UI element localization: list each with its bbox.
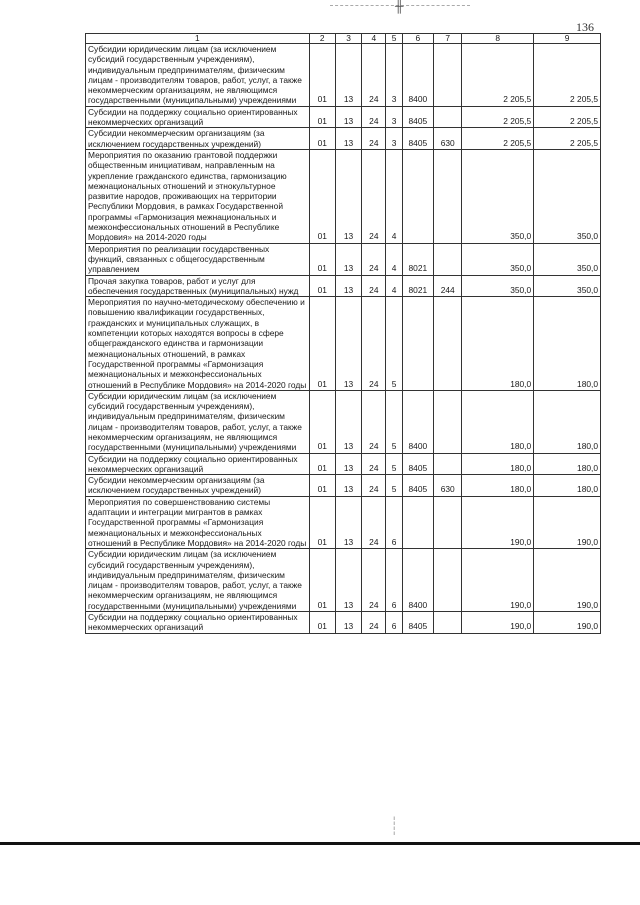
- expense-type-code: [434, 44, 462, 107]
- subsection-code: 13: [335, 149, 361, 243]
- section-code: 01: [309, 390, 335, 453]
- program-code: 24: [362, 44, 386, 107]
- table-row: [86, 453, 601, 475]
- table-row: [86, 106, 601, 128]
- amount-col8: 190,0: [462, 549, 534, 612]
- amount-col9: 2 205,5: [534, 106, 601, 128]
- program-code: 24: [362, 275, 386, 297]
- section-code: 01: [309, 106, 335, 128]
- table-row: [86, 390, 601, 453]
- column-header: 6: [402, 34, 433, 44]
- target-item-code: 8405: [402, 128, 433, 150]
- section-code: 01: [309, 297, 335, 391]
- subprogram-code: 5: [386, 453, 402, 475]
- amount-col9: 350,0: [534, 149, 601, 243]
- target-item-code: [402, 149, 433, 243]
- expense-type-code: 630: [434, 128, 462, 150]
- row-description: Субсидии юридическим лицам (за исключением субсидий государственным учреждениям), индивидуальным предпринимателям, физическим лицам - производителям товаров, работ, услуг, а также некоммерческим организациям, не являющимся государственными (муниципальными) учреждениями: [86, 549, 310, 612]
- section-code: 01: [309, 453, 335, 475]
- column-header: 3: [335, 34, 361, 44]
- table-row: [86, 549, 601, 612]
- table-row: [86, 612, 601, 634]
- section-code: 01: [309, 275, 335, 297]
- expense-type-code: [434, 612, 462, 634]
- program-code: 24: [362, 549, 386, 612]
- bottom-rule: [0, 842, 640, 845]
- budget-table: [85, 33, 601, 634]
- program-code: 24: [362, 106, 386, 128]
- program-code: 24: [362, 297, 386, 391]
- subprogram-code: 4: [386, 275, 402, 297]
- subprogram-code: 3: [386, 128, 402, 150]
- row-description: Прочая закупка товаров, работ и услуг для обеспечения государственных (муниципальных) нужд: [86, 275, 310, 297]
- program-code: 24: [362, 128, 386, 150]
- amount-col8: 350,0: [462, 243, 534, 275]
- row-description: Субсидии некоммерческим организациям (за исключением государственных учреждений): [86, 128, 310, 150]
- subprogram-code: 6: [386, 496, 402, 548]
- program-code: 24: [362, 475, 386, 497]
- expense-type-code: 244: [434, 275, 462, 297]
- subsection-code: 13: [335, 549, 361, 612]
- target-item-code: 8400: [402, 549, 433, 612]
- amount-col9: 190,0: [534, 496, 601, 548]
- expense-type-code: 630: [434, 475, 462, 497]
- column-header: 9: [534, 34, 601, 44]
- subsection-code: 13: [335, 243, 361, 275]
- amount-col8: 180,0: [462, 475, 534, 497]
- subprogram-code: 3: [386, 44, 402, 107]
- expense-type-code: [434, 549, 462, 612]
- section-code: 01: [309, 128, 335, 150]
- amount-col8: 2 205,5: [462, 128, 534, 150]
- subprogram-code: 3: [386, 106, 402, 128]
- amount-col9: 190,0: [534, 549, 601, 612]
- subsection-code: 13: [335, 297, 361, 391]
- subsection-code: 13: [335, 475, 361, 497]
- expense-type-code: [434, 453, 462, 475]
- section-code: 01: [309, 549, 335, 612]
- amount-col9: 180,0: [534, 297, 601, 391]
- row-description: Мероприятия по оказанию грантовой поддержки общественным инициативам, направленным на укрепление гражданского единства, гармонизацию межнациональных отношений и этнокультурное развитие народов, проживающих на территории Республики Мордовия, в рамках Государственной программы «Гармонизация межнациональных и межконфессиональных отношений в Республике Мордовия» на 2014-2020 годы: [86, 149, 310, 243]
- binding-mark: ╫: [395, 0, 404, 13]
- subprogram-code: 5: [386, 475, 402, 497]
- table-row: [86, 149, 601, 243]
- column-header: 5: [386, 34, 402, 44]
- amount-col8: 180,0: [462, 297, 534, 391]
- scan-mark: ¦: [393, 825, 396, 835]
- amount-col9: 2 205,5: [534, 128, 601, 150]
- program-code: 24: [362, 243, 386, 275]
- amount-col9: 350,0: [534, 243, 601, 275]
- target-item-code: 8021: [402, 275, 433, 297]
- target-item-code: 8405: [402, 453, 433, 475]
- section-code: 01: [309, 612, 335, 634]
- amount-col8: 2 205,5: [462, 44, 534, 107]
- subsection-code: 13: [335, 390, 361, 453]
- column-header: 2: [309, 34, 335, 44]
- amount-col9: 180,0: [534, 453, 601, 475]
- program-code: 24: [362, 149, 386, 243]
- amount-col9: 190,0: [534, 612, 601, 634]
- subsection-code: 13: [335, 128, 361, 150]
- subprogram-code: 4: [386, 149, 402, 243]
- amount-col8: 2 205,5: [462, 106, 534, 128]
- budget-table-body: [86, 44, 601, 634]
- row-description: Мероприятия по совершенствованию системы адаптации и интеграции мигрантов в рамках Государственной программы «Гармонизация межнациональных и межконфессиональных отношений в Республике Мордовия» на 2014-2020 годы: [86, 496, 310, 548]
- program-code: 24: [362, 390, 386, 453]
- section-code: 01: [309, 149, 335, 243]
- amount-col8: 350,0: [462, 149, 534, 243]
- row-description: Субсидии некоммерческим организациям (за исключением государственных учреждений): [86, 475, 310, 497]
- expense-type-code: [434, 106, 462, 128]
- target-item-code: [402, 297, 433, 391]
- table-row: [86, 275, 601, 297]
- section-code: 01: [309, 243, 335, 275]
- subprogram-code: 5: [386, 297, 402, 391]
- subsection-code: 13: [335, 44, 361, 107]
- amount-col9: 180,0: [534, 390, 601, 453]
- column-header: 1: [86, 34, 310, 44]
- section-code: 01: [309, 44, 335, 107]
- row-description: Субсидии юридическим лицам (за исключением субсидий государственным учреждениям), индивидуальным предпринимателям, физическим лицам - производителям товаров, работ, услуг, а также некоммерческим организациям, не являющимся государственными (муниципальными) учреждениями: [86, 390, 310, 453]
- expense-type-code: [434, 496, 462, 548]
- row-description: Мероприятия по реализации государственных функций, связанных с общегосударственным управлением: [86, 243, 310, 275]
- column-header: 8: [462, 34, 534, 44]
- table-row: [86, 44, 601, 107]
- table-row: [86, 243, 601, 275]
- row-description: Субсидии юридическим лицам (за исключением субсидий государственным учреждениям), индивидуальным предпринимателям, физическим лицам - производителям товаров, работ, услуг, а также некоммерческим организациям, не являющимся государственными (муниципальными) учреждениями: [86, 44, 310, 107]
- column-number-header-row: [86, 34, 601, 44]
- amount-col8: 350,0: [462, 275, 534, 297]
- table-row: [86, 128, 601, 150]
- target-item-code: [402, 496, 433, 548]
- target-item-code: 8405: [402, 612, 433, 634]
- expense-type-code: [434, 297, 462, 391]
- column-header: 4: [362, 34, 386, 44]
- subprogram-code: 6: [386, 549, 402, 612]
- subsection-code: 13: [335, 453, 361, 475]
- subsection-code: 13: [335, 106, 361, 128]
- subprogram-code: 5: [386, 390, 402, 453]
- expense-type-code: [434, 243, 462, 275]
- table-row: [86, 475, 601, 497]
- row-description: Мероприятия по научно-методическому обеспечению и повышению квалификации государственных, гражданских и муниципальных служащих, в компетенции которых находятся вопросы в сфере общегражданского единства и гармонизации межнациональных отношений, в рамках Государственной программы «Гармонизация межнациональных и межконфессиональных отношений в Республике Мордовия» на 2014-2020 годы: [86, 297, 310, 391]
- expense-type-code: [434, 149, 462, 243]
- target-item-code: 8405: [402, 106, 433, 128]
- program-code: 24: [362, 496, 386, 548]
- program-code: 24: [362, 453, 386, 475]
- section-code: 01: [309, 496, 335, 548]
- amount-col8: 180,0: [462, 390, 534, 453]
- amount-col8: 190,0: [462, 496, 534, 548]
- row-description: Субсидии на поддержку социально ориентированных некоммерческих организаций: [86, 612, 310, 634]
- amount-col8: 180,0: [462, 453, 534, 475]
- expense-type-code: [434, 390, 462, 453]
- scan-mark: ¦: [393, 815, 396, 825]
- subprogram-code: 4: [386, 243, 402, 275]
- subsection-code: 13: [335, 275, 361, 297]
- target-item-code: 8021: [402, 243, 433, 275]
- subprogram-code: 6: [386, 612, 402, 634]
- row-description: Субсидии на поддержку социально ориентированных некоммерческих организаций: [86, 453, 310, 475]
- program-code: 24: [362, 612, 386, 634]
- table-row: [86, 297, 601, 391]
- table-row: [86, 496, 601, 548]
- target-item-code: 8405: [402, 475, 433, 497]
- page-number: 136: [576, 20, 594, 34]
- amount-col9: 180,0: [534, 475, 601, 497]
- amount-col9: 350,0: [534, 275, 601, 297]
- subsection-code: 13: [335, 496, 361, 548]
- column-header: 7: [434, 34, 462, 44]
- section-code: 01: [309, 475, 335, 497]
- amount-col9: 2 205,5: [534, 44, 601, 107]
- amount-col8: 190,0: [462, 612, 534, 634]
- target-item-code: 8400: [402, 390, 433, 453]
- target-item-code: 8400: [402, 44, 433, 107]
- subsection-code: 13: [335, 612, 361, 634]
- row-description: Субсидии на поддержку социально ориентированных некоммерческих организаций: [86, 106, 310, 128]
